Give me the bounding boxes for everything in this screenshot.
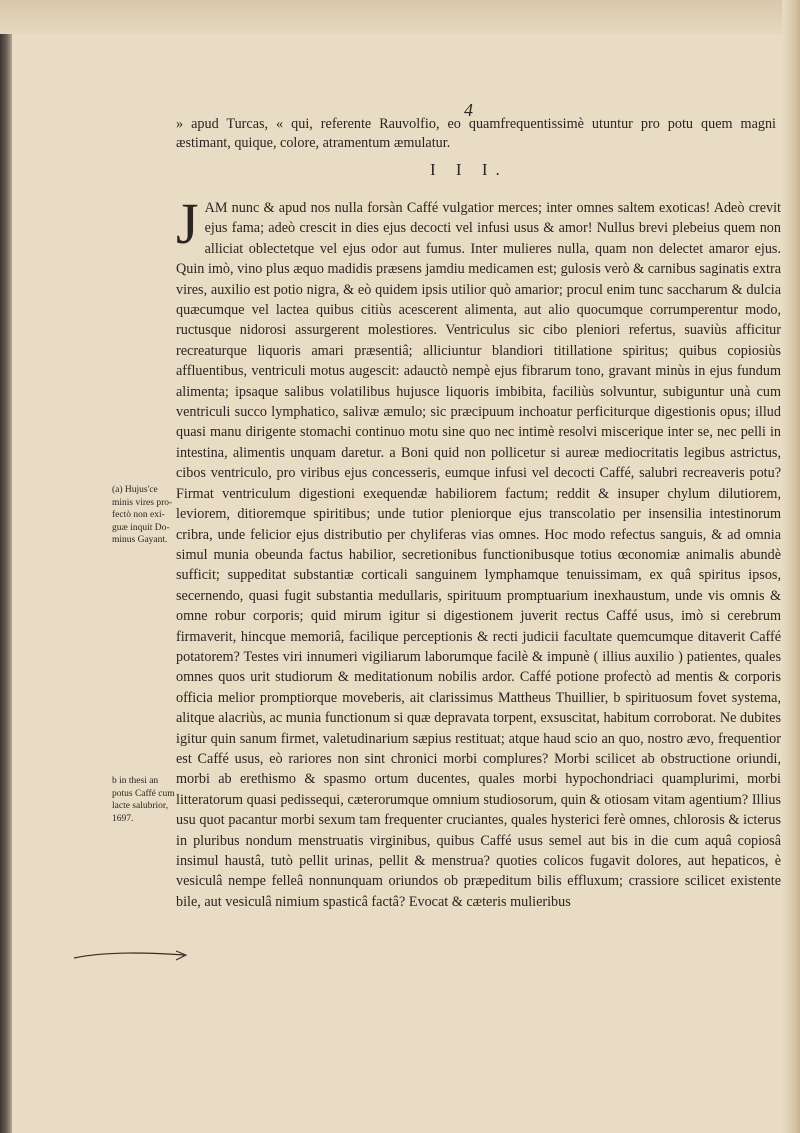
- page-right-edge: [782, 0, 800, 1133]
- book-binding-edge: [0, 0, 12, 1133]
- intro-paragraph: » apud Turcas, « qui, referente Rauvolfio, eo quamfrequentissimè utuntur pro potu quem magni æstimant, quique, colore, atramentum æmulatur.: [176, 116, 776, 151]
- body-text: AM nunc & apud nos nulla forsàn Caffé vulgatior merces; inter omnes saltem exoticas! Adeò crevit ejus fama; adeò crescit in dies ejus decocti vel infusi usus & amor! Nullus brevi plebeius quem non alliciat oblectetque vel ejus odor aut fumus. Inter mulieres nulla, quam non delectet amaror ejus. Quin imò, vino plus æquo madidis præsens jamdiu medicamen est; gulosis verò & carnibus saginatis extra vires, auxilio est potio nigra, & eò quidem ipsis utilior quò amarior; procul enim tunc saccharum & dulcia quæcumque vel lactea quibus citiùs acescerent alimenta, aut alio quocumque corrumperentur modo, ructusque nidorosi assurgerent molestiores. Ventriculus sic cibo pleniori refertus, suaviùs afficitur recreaturque liquoris amari præsentiâ; alliciuntur blandiori titillatione spiritus; quibus copiosiùs affluentibus, ventriculi motus augescit: adauctò nempè ejus fibrarum tono, gravant minùs in ejus fundum alimenta; ipsaque salibus volatilibus hujusce liquoris imbibita, faciliùs solvuntur, subiguntur unà cum ventriculi succo lymphatico, salivæ æmulo; sic præcipuum inchoatur perficiturque digestionis opus; illud quasi manu dirigente stomachi continuo motu sine quo nec intimè resolvi miscerique inter se, nec pelli in intestina, alimentis unquam daretur. a Boni quid non pollicetur si aureæ mediocritatis legibus astrictus, cibos ventriculo, pro viribus ejus concesseris, eumque infusi vel decocti Caffé, salubri recreaveris potu? Firmat ventriculum digestioni exequendæ habiliorem factum; reddit & insuper chylum dilutiorem, leviorem, ditioremque spiritibus; unde tutior pleniorque ejus transcolatio per insensilia intestinorum cribra, unde felicior ejus distributio per chyliferas vias omnes. Hoc modo refectus sanguis, & ad omnia simul munia obeunda factus habilior, secretionibus functionibusque totius œconomiæ animalis abundè sufficit; suppeditat substantiæ corticali sanguinem lymphamque tenuissimam, ex quâ spiritus ipsos, secernendo, quasi fugit substantia medullaris, spirituum promptuarium inexhaustum, unde vis omnis & omne robur corporis; quid mirum igitur si digestionem juverit rectus Caffé usus, imò si cerebrum firmaverit, hincque memoriâ, facilique perceptionis & recti judicii facultate quemcumque ditaverit Caffé potatorem? Testes viri innumeri vigiliarum laborumque facilè & impunè ( illius auxilio ) patientes, quales omnes quos urit studiorum & meditationum nobilis ardor. Caffé potione profectò ad mentis & corporis officia melior promptiorque moveberis, ait clarissimus Mattheus Thuillier, b spirituosum fovet systema, alitque alacriùs, ac munia functionum si quæ depravata torpent, exsuscitat, habitum corroborat. Ne dubites igitur quin sanum firmet, valetudinarium sæpius restituat; atque haud scio an quo, nostro ævo, frequentior est Caffé usus, eò rariores non sint chronici morbi complures? Morbi scilicet ab obstructione oriundi, morbi ab erethismo & spasmo ortum ducentes, quales morbi hypochondriaci quamplurimi, morbi litteratorum quasi pedissequi, cæterorumque omnium studiosorum, quin & otiosam vitam agentium? Illius usu quot pacantur morbi sexum tam frequenter cruciantes, quales hysterici ferè omnes, chlorosis & icterus in pluribus nondum menstruatis virginibus, quibus Caffé usus semel aut bis in die cum aquâ copiosâ insimul haustâ, tutò pellit urinas, pellit & menstrua? quoties colicos fugavit dolores, aut hepaticos, è vesiculâ nempe felleâ nonnunquam oriundos ob præpeditum bilis effluxum; crassiore scilicet existente bile, aut vesiculâ nimium spasticâ factâ? Evocat & cæteris mulieribus: [176, 200, 781, 910]
- margin-note-a: (a) Hujus'ce minis vires pro-fectò non exi-guæ inquit Do-minus Gayant.: [112, 485, 173, 545]
- drop-cap-letter: J: [176, 191, 199, 256]
- section-heading: I I I.: [430, 160, 508, 179]
- margin-note-b: b in thesi an potus Caffé cum lacte salubrior, 1697.: [112, 776, 175, 824]
- book-page: [12, 0, 782, 1133]
- pen-mark-icon: [72, 946, 192, 964]
- main-paragraph: [176, 191, 781, 912]
- page-number: 4: [464, 100, 473, 120]
